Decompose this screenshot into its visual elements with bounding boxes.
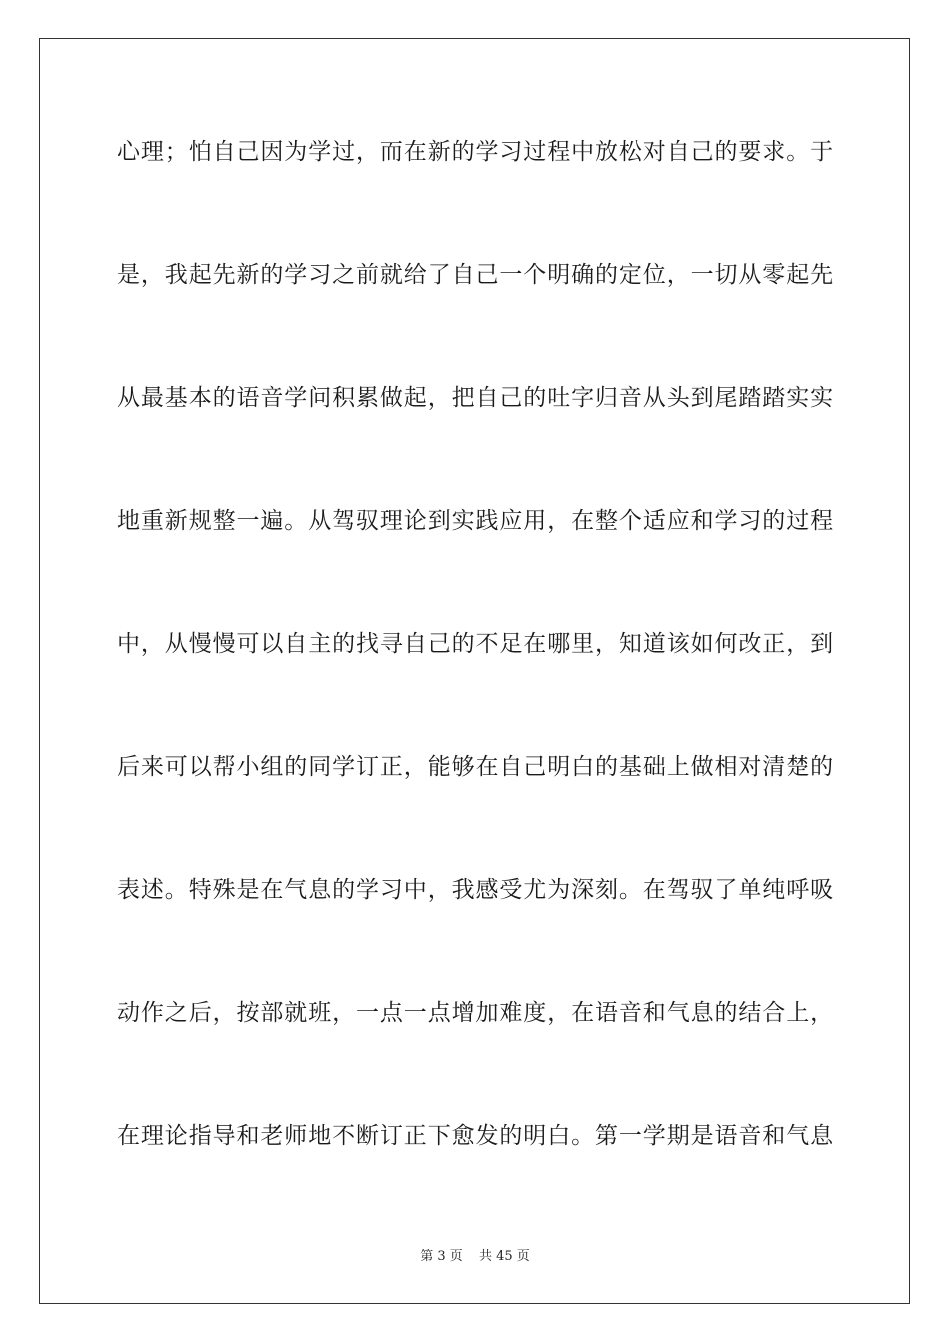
page-number: 第 3 页 — [420, 1249, 463, 1264]
text-line: 中，从慢慢可以自主的找寻自己的不足在哪里，知道该如何改正，到 — [117, 631, 834, 657]
text-line: 在理论指导和老师地不断订正下愈发的明白。第一学期是语音和气息 — [117, 1123, 834, 1149]
text-line: 从最基本的语音学问积累做起，把自己的吐字归音从头到尾踏踏实实 — [117, 385, 834, 411]
page-total: 共 45 页 — [478, 1249, 530, 1264]
text-line: 地重新规整一遍。从驾驭理论到实践应用，在整个适应和学习的过程 — [117, 508, 834, 534]
text-line: 是，我起先新的学习之前就给了自己一个明确的定位，一切从零起先 — [117, 262, 834, 288]
text-line: 动作之后，按部就班，一点一点增加难度，在语音和气息的结合上， — [117, 1000, 834, 1026]
text-line: 表述。特殊是在气息的学习中，我感受尤为深刻。在驾驭了单纯呼吸 — [117, 877, 834, 903]
document-body — [117, 118, 833, 1225]
text-line: 心理；怕自己因为学过，而在新的学习过程中放松对自己的要求。于 — [117, 139, 834, 165]
text-line: 后来可以帮小组的同学订正，能够在自己明白的基础上做相对清楚的 — [117, 754, 834, 780]
page-footer — [0, 1245, 950, 1264]
